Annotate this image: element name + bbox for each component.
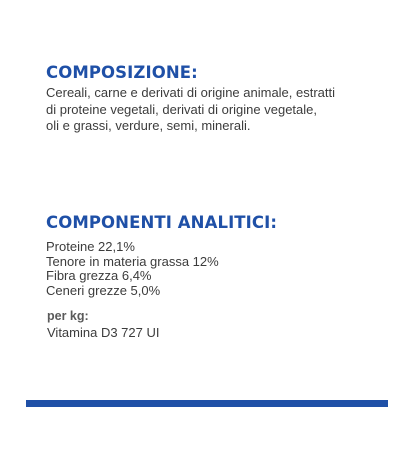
list-item-ash: Ceneri grezze 5,0% (46, 282, 161, 298)
bottom-divider-bar (26, 400, 388, 407)
vitamin-d3-value: Vitamina D3 727 UI (47, 325, 160, 340)
analytical-components-list (46, 240, 219, 298)
composition-line: Cereali, carne e derivati di origine animale, estratti (46, 85, 336, 100)
composition-line: di proteine vegetali, derivati di origine vegetale, (46, 101, 318, 117)
composition-text (46, 85, 396, 135)
list-item-protein: Proteine 22,1% (46, 239, 135, 254)
analytical-components-heading: COMPONENTI ANALITICI: (46, 213, 278, 232)
composition-line: oli e grassi, verdure, semi, minerali. (46, 118, 251, 133)
composition-heading: COMPOSIZIONE: (46, 63, 198, 82)
list-item-fat: Tenore in materia grassa 12% (46, 253, 219, 269)
list-item-fiber: Fibra grezza 6,4% (46, 268, 152, 283)
per-kg-label: per kg: (47, 309, 89, 323)
